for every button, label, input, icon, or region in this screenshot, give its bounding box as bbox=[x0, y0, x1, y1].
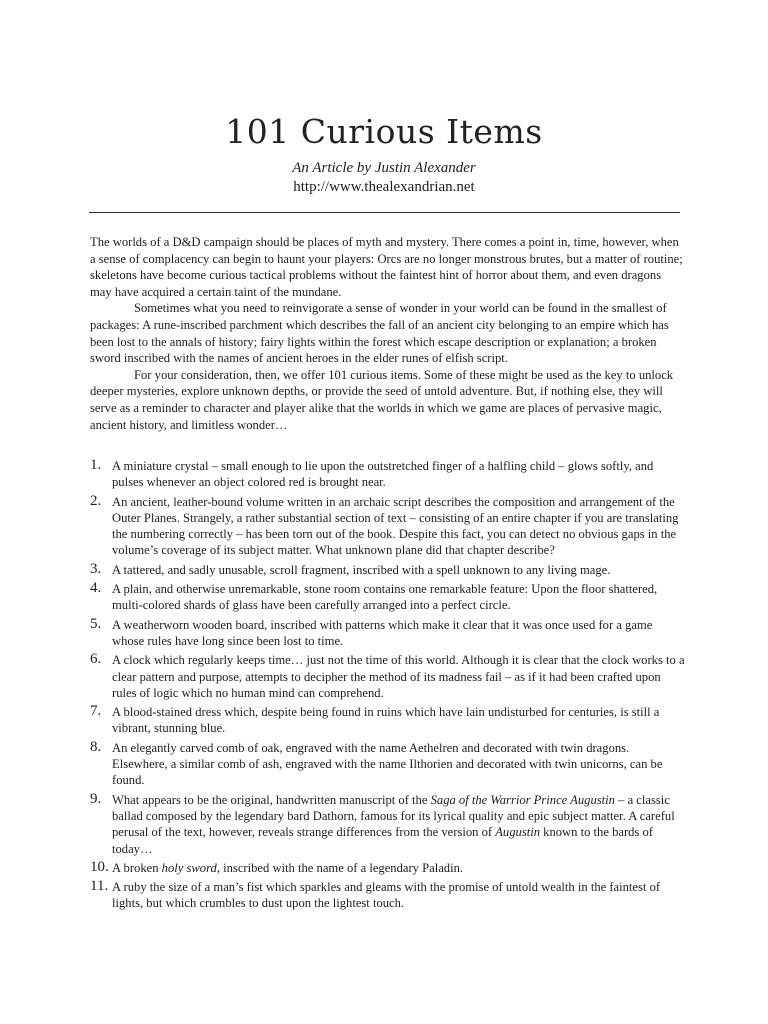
item-number: 3. bbox=[90, 560, 102, 577]
intro-section bbox=[90, 234, 685, 433]
item-number: 4. bbox=[90, 580, 102, 597]
curious-items-list bbox=[90, 458, 685, 915]
item-text: A tattered, and sadly unusable, scroll fragment, inscribed with a spell unknown to any living mage. bbox=[112, 562, 611, 577]
item-number: 2. bbox=[90, 492, 102, 509]
item-text: A ruby the size of a man’s fist which sparkles and gleams with the promise of untold wealth in the faintest of lights, but which crumbles to dust upon the lightest touch. bbox=[112, 880, 661, 911]
list-item bbox=[90, 494, 685, 559]
item-text-mid: – a classic ballad composed by the legendary bard Dathorn, famous for its lyrical quality and epic subject matter. A careful perusal of the text, however, reveals strange differences from the version of bbox=[112, 792, 675, 840]
item-number: 8. bbox=[90, 738, 102, 755]
author-url: http://www.thealexandrian.net bbox=[293, 179, 475, 195]
holy-sword-term: holy sword bbox=[161, 860, 217, 875]
list-item bbox=[90, 792, 685, 857]
saga-title: Saga of the Warrior Prince Augustin bbox=[430, 792, 615, 807]
item-text: A blood-stained dress which, despite being found in ruins which have lain undisturbed for centuries, is still a vibrant, stunning blue. bbox=[112, 705, 660, 736]
item-number: 9. bbox=[90, 790, 102, 807]
list-item bbox=[90, 562, 685, 578]
list-item bbox=[90, 860, 685, 876]
article-title: 101 Curious Items bbox=[225, 112, 543, 151]
item-number: 10. bbox=[90, 858, 109, 875]
item-number: 7. bbox=[90, 703, 102, 720]
item-text: An ancient, leather-bound volume written in an archaic script describes the composition and arrangement of the Outer Planes. Strangely, a rather substantial section of text – consisting of an entire chapter if you are translating the numbering correctly – has been torn out of the book. Despite this fact, you can detect no obvious gaps in the volume’s coverage of its subject matter. What unknown plane did that chapter describe? bbox=[112, 494, 679, 558]
item-number: 1. bbox=[90, 457, 102, 473]
item-text: A weatherworn wooden board, inscribed with patterns which make it clear that it was once used for a game whose rules have long since been lost to time. bbox=[112, 617, 653, 648]
item-number: 11. bbox=[90, 878, 109, 895]
list-item bbox=[90, 581, 685, 614]
list-item bbox=[90, 740, 685, 789]
list-item bbox=[90, 458, 685, 491]
item-text: An elegantly carved comb of oak, engraved with the name Aethelren and decorated with twin dragons. Elsewhere, a similar comb of ash, engraved with the name Ilthorien and decorated with twin unicorns, can be found. bbox=[112, 740, 663, 788]
item-text-pre: What appears to be the original, handwritten manuscript of the bbox=[112, 792, 431, 807]
item-text: A plain, and otherwise unremarkable, stone room contains one remarkable feature: Upon the floor shattered, multi-colored shards of glass have been carefully arranged into a perfect circle. bbox=[112, 582, 658, 613]
item-text: A clock which regularly keeps time… just not the time of this world. Although it is clear that the clock works to a clear pattern and purpose, attempts to decipher the method of its madness fail – as if it had been crafted upon rules of logic which no human mind can comprehend. bbox=[112, 653, 685, 700]
list-item bbox=[90, 879, 685, 912]
item-number: 5. bbox=[90, 615, 102, 632]
item-text-post: known to the bards of today… bbox=[112, 825, 653, 856]
item-number: 6. bbox=[90, 651, 102, 668]
author-byline: An Article by Justin Alexander bbox=[292, 160, 476, 176]
item-text: A miniature crystal – small enough to lie upon the outstretched finger of a halfling child – glows softly, and pulses whenever an object colored red is brought near. bbox=[112, 459, 654, 490]
list-item bbox=[90, 704, 685, 737]
header-divider bbox=[89, 212, 680, 213]
list-item bbox=[90, 652, 685, 701]
item-text-post: , inscribed with the name of a legendary Paladin. bbox=[216, 860, 464, 875]
item-text-pre: A broken bbox=[112, 860, 162, 875]
list-item bbox=[90, 617, 685, 650]
intro-paragraph-1: The worlds of a D&D campaign should be places of myth and mystery. There comes a point in, time, however, when a sense of complacency can begin to haunt your players: Orcs are no longer monstrous brutes, but a matter of routine; skeletons have become curious tactical problems without the faintest hint of horror about them, and even dragons may have acquired a certain taint of the mundane. bbox=[90, 235, 683, 299]
intro-paragraph-2: Sometimes what you need to reinvigorate a sense of wonder in your world can be found in the smallest of packages: A rune-inscribed parchment which describes the fall of an ancient city belonging to an empire which has been lost to the annals of history; fairy lights within the forest which escape description or explanation; a broken sword inscribed with the names of ancient heroes in the elder runes of elfish script. bbox=[90, 301, 669, 366]
intro-paragraph-3: For your consideration, then, we offer 101 curious items. Some of these might be used as the key to unlock deeper mysteries, explore unknown depths, or provide the seed of untold adventure. But, if nothing else, they will serve as a reminder to character and player alike that the worlds in which we game are places of pervasive magic, ancient history, and limitless wonder… bbox=[90, 367, 674, 432]
augustin-title: Augustin bbox=[495, 825, 541, 840]
